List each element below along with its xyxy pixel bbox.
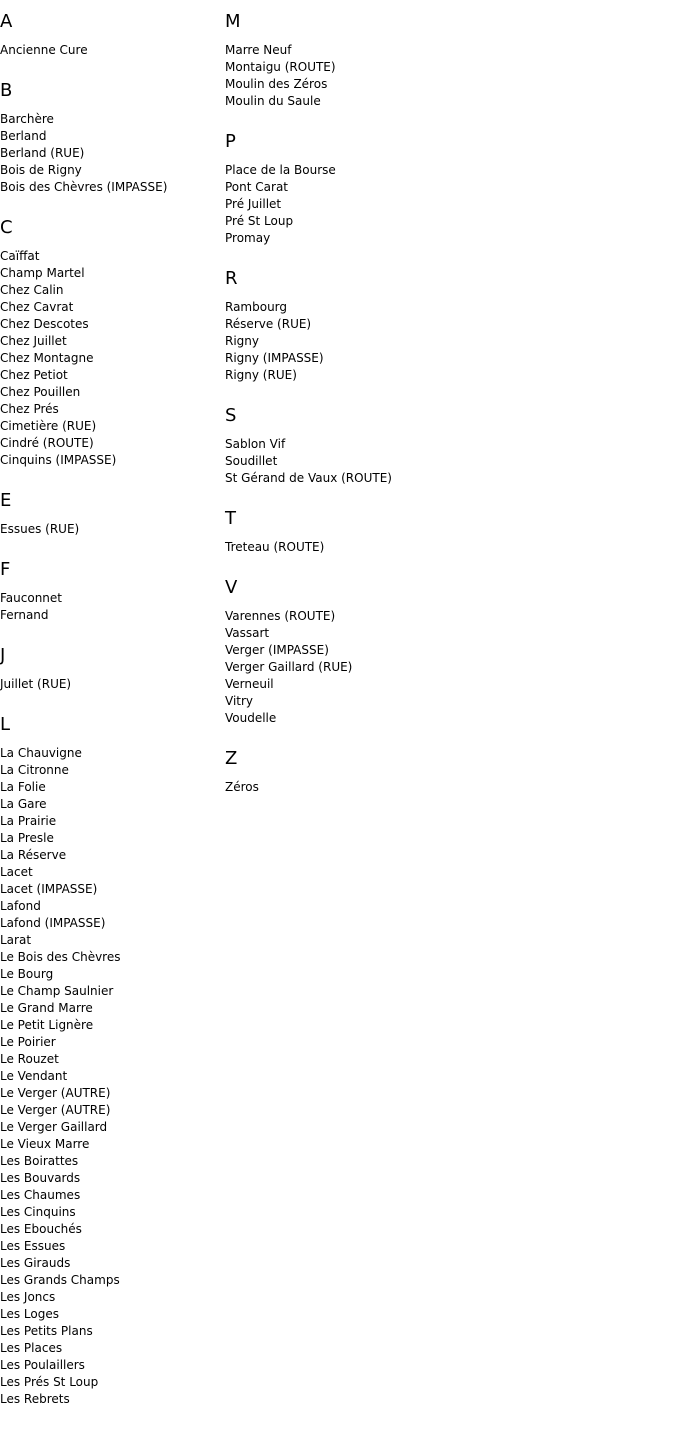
street-list [225, 779, 665, 796]
street-name: Lacet [0, 865, 33, 879]
street-name: La Presle [0, 831, 54, 845]
street-name: Le Bois des Chèvres [0, 950, 121, 964]
street-name: Varennes (ROUTE) [225, 609, 336, 623]
street-name: Bois des Chèvres (IMPASSE) [0, 180, 168, 194]
street-name: Le Rouzet [0, 1052, 59, 1066]
letter-section [0, 12, 220, 59]
street-name: Pré Juillet [225, 197, 282, 211]
letter-heading: E [0, 490, 12, 511]
letter-heading: L [0, 714, 11, 735]
street-name: Lafond [0, 899, 41, 913]
street-name: Place de la Bourse [225, 163, 336, 177]
street-name: Rigny (IMPASSE) [225, 351, 324, 365]
street-list [0, 676, 220, 693]
street-name: Cindré (ROUTE) [0, 436, 94, 450]
street-name: Moulin des Zéros [225, 77, 328, 91]
street-name: Réserve (RUE) [225, 317, 312, 331]
street-name: Caïffat [0, 249, 40, 263]
letter-section [225, 578, 665, 727]
letter-section [0, 218, 220, 469]
letter-heading: R [225, 268, 238, 289]
street-name: Les Places [0, 1341, 63, 1355]
letter-heading: P [225, 131, 236, 152]
street-name: Verger (IMPASSE) [225, 643, 329, 657]
street-list [225, 42, 665, 110]
street-name: Ancienne Cure [0, 43, 88, 57]
street-name: Les Bouvards [0, 1171, 81, 1185]
street-name: La Prairie [0, 814, 57, 828]
letter-heading: F [0, 559, 11, 580]
street-name: Zéros [225, 780, 259, 794]
street-name: Lacet (IMPASSE) [0, 882, 98, 896]
street-name: Chez Petiot [0, 368, 68, 382]
letter-section [0, 491, 220, 538]
street-name: La Citronne [0, 763, 69, 777]
street-name: Promay [225, 231, 271, 245]
letter-heading: T [225, 508, 236, 529]
letter-heading: C [0, 217, 13, 238]
street-name: Le Verger Gaillard [0, 1120, 108, 1134]
street-name: Le Bourg [0, 967, 54, 981]
letter-section [0, 646, 220, 693]
street-name: La Chauvigne [0, 746, 82, 760]
street-name: Le Vieux Marre [0, 1137, 90, 1151]
street-index-column-right [225, 0, 665, 818]
street-name: Berland [0, 129, 47, 143]
street-name: Cimetière (RUE) [0, 419, 97, 433]
street-name: Les Rebrets [0, 1392, 70, 1406]
street-name: Cinquins (IMPASSE) [0, 453, 117, 467]
street-name: Lafond (IMPASSE) [0, 916, 106, 930]
street-name: Champ Martel [0, 266, 85, 280]
street-list [225, 299, 665, 384]
street-name: Les Joncs [0, 1290, 56, 1304]
street-list [225, 608, 665, 727]
letter-section [225, 509, 665, 556]
letter-section [225, 132, 665, 247]
street-name: Fauconnet [0, 591, 62, 605]
street-name: Chez Juillet [0, 334, 67, 348]
street-name: Les Chaumes [0, 1188, 81, 1202]
street-name: Les Grands Champs [0, 1273, 120, 1287]
street-name: Les Ebouchés [0, 1222, 82, 1236]
street-list [0, 248, 220, 469]
street-name: Rambourg [225, 300, 288, 314]
street-name: La Folie [0, 780, 46, 794]
street-name: Chez Montagne [0, 351, 94, 365]
street-name: Le Vendant [0, 1069, 68, 1083]
street-list [225, 162, 665, 247]
street-name: Les Poulaillers [0, 1358, 85, 1372]
letter-heading: V [225, 577, 238, 598]
street-name: Le Grand Marre [0, 1001, 93, 1015]
street-name: Larat [0, 933, 32, 947]
street-name: Berland (RUE) [0, 146, 85, 160]
letter-section [225, 12, 665, 110]
letter-heading: B [0, 80, 13, 101]
street-name: Juillet (RUE) [0, 677, 72, 691]
letter-section [225, 269, 665, 384]
street-name: Le Poirier [0, 1035, 56, 1049]
street-list [225, 436, 665, 487]
street-name: Les Loges [0, 1307, 59, 1321]
letter-section [225, 749, 665, 796]
letter-section [0, 715, 220, 1408]
street-list [0, 745, 220, 1408]
street-name: Rigny [225, 334, 259, 348]
street-name: Rigny (RUE) [225, 368, 297, 382]
letter-section [0, 560, 220, 624]
street-name: Les Boirattes [0, 1154, 79, 1168]
street-name: Le Champ Saulnier [0, 984, 114, 998]
street-name: Voudelle [225, 711, 277, 725]
letter-section [0, 81, 220, 196]
street-list [0, 111, 220, 196]
street-name: Chez Pouillen [0, 385, 81, 399]
street-name: Barchère [0, 112, 54, 126]
street-name: La Gare [0, 797, 47, 811]
street-list [0, 521, 220, 538]
letter-heading: Z [225, 748, 238, 769]
street-name: Soudillet [225, 454, 278, 468]
letter-heading: A [0, 11, 13, 32]
street-name: Vassart [225, 626, 270, 640]
street-name: Les Cinquins [0, 1205, 76, 1219]
street-list [0, 590, 220, 624]
street-name: Pont Carat [225, 180, 288, 194]
street-name: Verger Gaillard (RUE) [225, 660, 353, 674]
street-name: Treteau (ROUTE) [225, 540, 325, 554]
street-name: Moulin du Saule [225, 94, 321, 108]
street-name: Chez Descotes [0, 317, 89, 331]
street-index-column-left [0, 0, 220, 1430]
street-list [0, 42, 220, 59]
street-name: Les Girauds [0, 1256, 71, 1270]
street-name: Le Verger (AUTRE) [0, 1086, 111, 1100]
street-name: Bois de Rigny [0, 163, 82, 177]
street-name: Le Petit Lignère [0, 1018, 94, 1032]
street-name: Les Petits Plans [0, 1324, 93, 1338]
street-name: Chez Calin [0, 283, 64, 297]
street-name: Chez Prés [0, 402, 59, 416]
letter-heading: S [225, 405, 237, 426]
street-name: Les Essues [0, 1239, 66, 1253]
letter-section [225, 406, 665, 487]
street-name: Fernand [0, 608, 49, 622]
street-name: Vitry [225, 694, 254, 708]
street-name: Pré St Loup [225, 214, 294, 228]
letter-heading: M [225, 11, 241, 32]
street-name: Les Prés St Loup [0, 1375, 99, 1389]
street-name: La Réserve [0, 848, 67, 862]
letter-heading: J [0, 645, 6, 666]
street-name: Marre Neuf [225, 43, 292, 57]
street-name: Montaigu (ROUTE) [225, 60, 336, 74]
street-name: Verneuil [225, 677, 274, 691]
street-name: Le Verger (AUTRE) [0, 1103, 111, 1117]
street-name: Essues (RUE) [0, 522, 80, 536]
street-name: St Gérand de Vaux (ROUTE) [225, 471, 392, 485]
street-name: Sablon Vif [225, 437, 286, 451]
street-list [225, 539, 665, 556]
street-name: Chez Cavrat [0, 300, 74, 314]
